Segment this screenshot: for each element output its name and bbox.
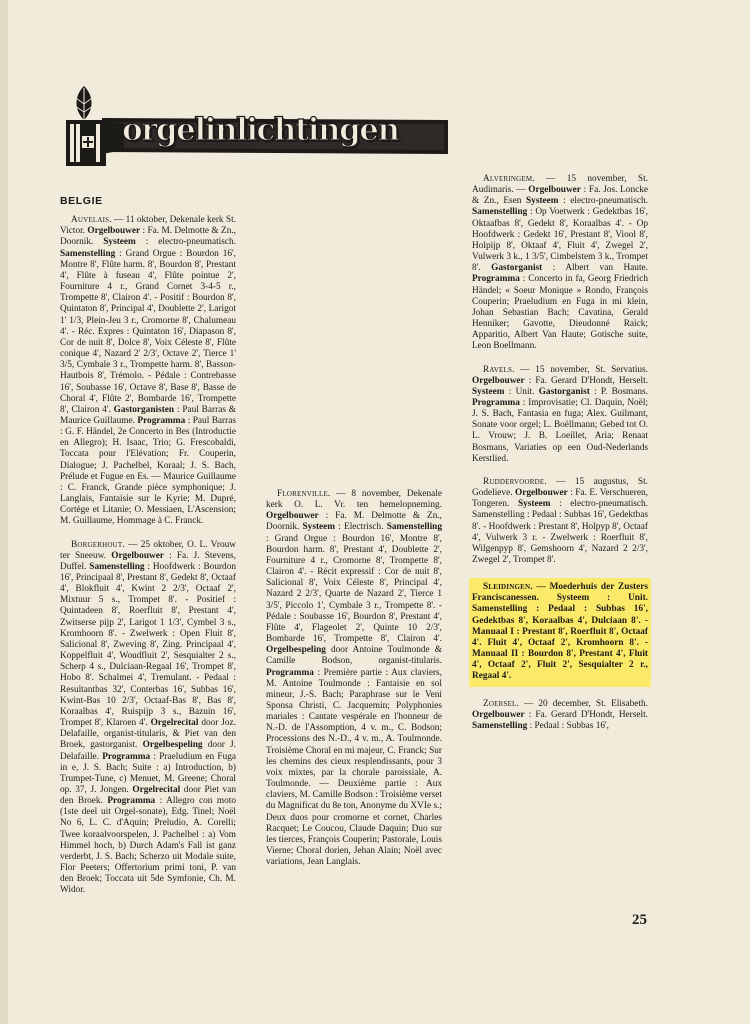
page-title: orgelinlichtingen: [122, 112, 399, 148]
entry-ravels: Ravels. — 15 november, St. Servatius. Orgelbouwer : Fa. Gerard D'Hondt, Herselt. Systeem : Unit. Gastorganist : P. Bosmans. Programma : Improvisatie; Cl. Daquin, Noël; J. S. Bach, Fantasia en fuga; Alex. Guilmant, Sonate voor orgel; L. Boëllmann; Gebed tot O. L. Vrouw; J. B. Loeillet, Aria; Renaat Bosmans, Variaties op een Oud-Nederlands Kerstlied.: [472, 364, 648, 464]
entry-borgerhout: Borgerhout. — 25 oktober, O. L. Vrouw ter Sneeuw. Orgelbouwer : Fa. J. Stevens, Duffel. Samenstelling : Hoofdwerk : Bourdon 16', Principaal 8', Prestant 8', Gedekt 8', Octaaf 4', Blokfluit 4', Kwint 2 2/3', Octaaf 2', Mixtuur 5 s., Trompet 8'. - Positief : Quintadeen 8', Roerfluit 8', Prestant 4', Zwitserse pijp 2', Larigot 1 1/3', Cymbel 3 s., Kromhoorn 8'. - Zwelwerk : Open Fluit 8', Salicional 8', Zweving 8', Zing. Principaal 4', Koppelfluit 4', Woudfluit 2', Sesquialter 2 s., Scherp 4 s., Dulciaan-Regaal 16', Trompet 8', Hobo 8'. Schalmei 4', Tremulant. - Pedaal : Resultantbas 32', Conterbas 16', Subbas 16', Kwint-Bas 10 2/3', Octaaf-Bas 8', Bas 8', Koraalbas 4', Ruispijp 3 s., Bazuin 16', Trompet 8', Klaroen 4'. Orgelrecital door Joz. Delafaille, organist-titularis, & Piet van den Broek, gastorganist. Orgelbespeling door J. Delafaille. Programma : Praeludium en Fuga in e, J. S. Bach; Suite : a) Introduction, b) Trumpet-Tune, c) Menuet, M. Greene; Choral op. 37, J. Jongen. Orgelrecital door Piet van den Broek. Programma : Allegro con moto (1ste deel uit Orgel-sonate), Edg. Tinel; Noël No 6, L. C. d'Aquin; Preludio, A. Corelli; Twee koraalvoorspelen, J. Pachelbel : a) Vom Himmel hoch, b) Durch Adam's Fall ist ganz verderbt, J. S. Bach; Scherzo uit Modale suite, Flor Peeters; Offertorium primi toni, P. van den Broek; Toccata uit 5de Symfonie, Ch. M. Widor.: [60, 539, 237, 896]
entry-florenville: Florenville. — 8 november, Dekenale kerk O. L. Vr. ten hemelopneming. Orgelbouwer : Fa. M. Delmotte & Zn., Doornik. Systeem : Electrisch. Samenstelling : Grand Orgue : Bourdon 16', Montre 8', Bourdon harm. 8', Prestant 4', Doublette 2', Fourniture 4 r., Cromorne 8', Trompette 8', Clairon 4'. - Récit expressif : Cor de nuit 8', Salicional 8', Voix Céleste 8', Principal 4', Nazard 2 2/3', Quarte de Nazard 2', Tierce 1 3/5', Piccolo 1', Cymbale 3 r., Trompette 8'. - Pédale : Soubasse 16', Bourdon 8', Prestant 4', Flûte 4', Flageolet 2', Quinte 10 2/3', Bombarde 16', Trompette 8', Clairon 4'. Orgelbespeling door Antoine Toulmonde & Camille Bodson, organist-titularis. Programma : Première partie : Aux claviers, M. Antoine Toulmonde : Fantaisie en sol mineur, J.-S. Bach; Paraphrase sur le Veni Sponsa Christi, C. Jacquemin; Polyphonies mariales : Cantate vespérale en l'honneur de N.-D. de l'Assomption, 4 v. m., C. Bodson; Processions des N.-D., 4 v. m., A. Toulmonde. Troisième Choral en mi majeur, C. Franck; Sur les chemins des cieux resplendissants, pour 3 voix mixtes, par la chorale paroissiale, A. Toulmonde. — Deuxième partie : Aux claviers, M. Camille Bodson : Troisième verset du Magnificat du 8e ton, Anonyme du XVIe s.; Deux duos pour cromorne et cornet, Charles Racquet; Le Coucou, Claude Daquin; Duo sur les tierces, François Couperin; Pastorale, Louis Vierne; Choral dorien, Jehan Alain; Noël avec variations, Jean Langlais.: [266, 489, 442, 868]
entry-sleidingen-highlighted: Sleidingen. — Moederhuis der Zusters Franciscanessen. Systeem : Unit. Samenstelling : Pedaal : Subbas 16', Gedektbas 8', Koraalbas 4', Dulciaan 8'. - Manuaal I : Prestant 8', Roerfluit 8', Octaaf 4'. Fluit 4', Octaaf 2', Kromhoorn 8'. - Manuaal II : Bourdon 8', Prestant 4', Fluit 4', Octaaf 2', Fluit 2', Sesquialter 2 r., Regaal 4'.: [469, 578, 651, 686]
entry-auvelais: Auvelais. — 11 oktober, Dekenale kerk St. Victor. Orgelbouwer : Fa. M. Delmotte & Zn., Doornik. Systeem : electro-pneumatisch. Samenstelling : Grand Orgue : Bourdon 16', Montre 8', Flûte harm. 8', Bourdon 8', Prestant 4', Flûte à fuseau 4', Flûte pointue 2', Fourniture 4 r., Grand Cornet 3-4-5 r., Trompette 8', Clairon 4'. - Positif : Bourdon 8', Quintaton 8', Principal 4', Doublette 2', Larigot 1' 1/3, Plein-Jeu 3 r., Cromorne 8', Chalumeau 4'. - Réc. Expres : Quintaton 16', Diapason 8', Cor de nuit 8', Dolce 8', Voix Céleste 8', Flûte conique 4', Nazard 2' 2/3', Octave 2', Tierce 1' 3/5, Cymbale 3 r., Trompette harm. 8', Basson-Hautbois 8', Trémolo. - Pédale : Contrebasse 16', Soubasse 16', Octave 8', Base 8', Basse de Choral 4', Flûte 2', Bombarde 16', Trompette 8', Clairon 4'. Gastorganisten : Paul Barras & Maurice Guillaume. Programma : Paul Barras : G. F. Händel, 2e Concerto in Bes (Introductie en Allegro); H. Isaac, Trio; G. Frescobaldi, Toccata pour l'Elévation; Fr. Couperin, Dialogue; J. Pachelbel, Koraal; J. S. Bach, Prélude et Fugue en Es. — Maurice Guillaume : C. Franck, Grande pièce symphonique; J. Langlais, Fantaisie sur le Kyrie; M. Dupré, Cortège et Litanie; O. Messiaen, L'Ascension; M. Guillaume, Hommage à C. Franck.: [60, 215, 237, 527]
entry-ruddervoorde: Ruddervoorde. — 15 augustus, St. Godelieve. Orgelbouwer : Fa. E. Verschueren, Tongeren. Systeem : electro-pneumatisch. Samenstelling : Pedaal : Subbas 16', Gedektbas 8'. - Hoofdwerk : Prestant 8', Holpyp 8', Octaaf 4', Vulwerk 3 r. - Zwelwerk : Roerfluit 8', Wilgenpyp 8', Gemshoorn 4', Nazard 2 2/3', Zwegel 2', Trompet 8'.: [472, 476, 649, 565]
column-3: [472, 70, 648, 744]
header-banner: [62, 80, 450, 175]
column-1: [60, 196, 236, 909]
page-edge-shadow: [0, 0, 8, 1024]
section-title: BELGIE: [60, 195, 103, 207]
entry-alveringem: Alveringem. — 15 november, St. Audimaris. — Orgelbouwer : Fa. Jos. Loncke & Zn., Esen Systeem : electro-pneumatisch. Samenstelling : Op Voetwerk : Gedektbas 16', Oktaafbas 8', Gedekt 8', Koraalbas 4'. - Op Hoofdwerk : Gedekt 16', Prestant 8', Viool 8', Holpijp 8', Oktaaf 4', Fluit 4', Zwegel 2', Vulwerk 3 k., 1 3/5', Cimbelstem 3 k., Trompet 8'. Gastorganist : Albert van Haute. Programma : Concerto in fa, Georg Friedrich Händel; « Soeur Monique » Rondo, François Couperin; Praeludium en Fuga in mi klein, Johan Sebastian Bach; Cavatina, Gerald Henniker; Gavotte, Dieudonné Raick; Apparitio, Albert Van Haute; Gotische suite, Leon Boellmann.: [472, 174, 648, 352]
column-2: [266, 193, 442, 880]
page-number: 25: [632, 912, 647, 928]
entry-zoersel: Zoersel. — 20 december, St. Elisabeth. Orgelbouwer : Fa. Gerard D'Hondt, Herselt. Samenstelling : Pedaal : Subbas 16',: [472, 698, 648, 731]
